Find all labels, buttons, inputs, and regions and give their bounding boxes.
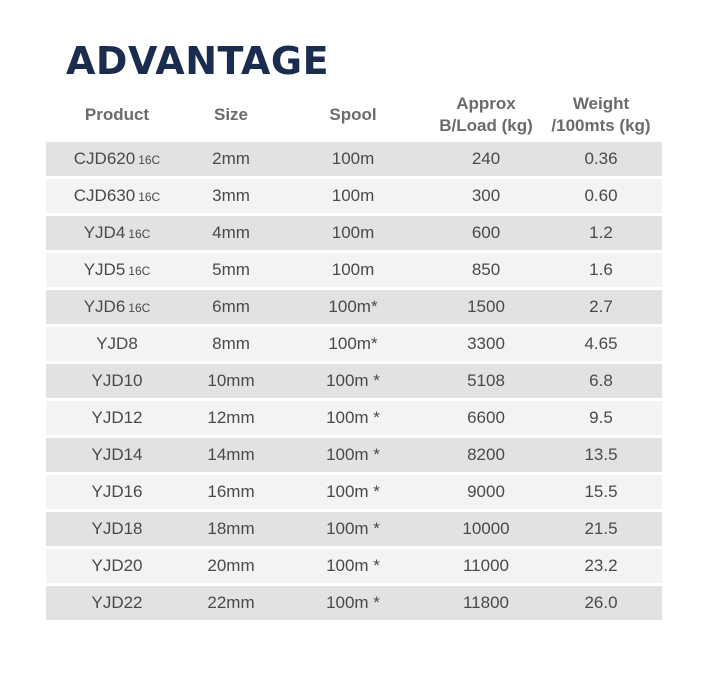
header-spool: Spool [329,105,377,124]
product-code: YJD10 [91,371,143,390]
table-row [46,586,662,620]
cell-size: 8mm [212,334,250,353]
cell-product [46,223,188,243]
cell-size: 14mm [207,445,255,464]
cell-spool: 100m [331,223,375,242]
cell-breaking-load: 8200 [467,445,505,464]
header-breaking-load-line1: Approx [456,94,516,113]
cell-size: 2mm [212,149,250,168]
cell-weight: 15.5 [584,482,618,501]
product-suffix: 16C [138,190,161,204]
product-suffix: 16C [138,153,161,167]
product-code: YJD22 [91,593,143,612]
cell-weight: 1.2 [589,223,613,242]
cell-spool: 100m * [326,371,380,390]
cell-breaking-load: 9000 [467,482,505,501]
product-code: YJD8 [96,334,138,353]
cell-breaking-load: 850 [471,260,501,279]
cell-spool: 100m [331,186,375,205]
cell-product [46,593,188,613]
header-weight-line2: /100mts (kg) [551,116,651,135]
cell-size: 5mm [212,260,250,279]
cell-size: 12mm [207,408,255,427]
table-body [46,142,662,620]
table-row [46,438,662,472]
cell-breaking-load: 10000 [462,519,510,538]
cell-product [46,445,188,465]
product-code: CJD630 [73,186,136,205]
cell-product [46,260,188,280]
page-title: ADVANTAGE [66,39,330,83]
table-header [46,88,662,142]
table-row [46,401,662,435]
cell-spool: 100m * [326,519,380,538]
product-code: YJD14 [91,445,143,464]
cell-breaking-load: 11000 [462,556,509,575]
cell-product [46,334,188,354]
cell-size: 22mm [207,593,255,612]
cell-product [46,556,188,576]
product-code: YJD18 [91,519,143,538]
cell-breaking-load: 1500 [467,297,505,316]
cell-product [46,408,188,428]
cell-weight: 9.5 [589,408,613,427]
cell-weight: 2.7 [589,297,613,316]
cell-product [46,149,188,169]
cell-spool: 100m * [326,408,380,427]
cell-product [46,482,188,502]
product-code: YJD6 [83,297,126,316]
product-code: YJD4 [83,223,126,242]
cell-breaking-load: 240 [471,149,501,168]
cell-spool: 100m * [326,482,380,501]
cell-spool: 100m* [328,297,378,316]
cell-size: 20mm [207,556,255,575]
cell-product [46,297,188,317]
product-code: YJD16 [91,482,143,501]
cell-spool: 100m * [326,445,380,464]
table-row [46,327,662,361]
header-breaking-load-line2: B/Load (kg) [439,116,533,135]
product-suffix: 16C [128,227,151,241]
cell-size: 3mm [212,186,250,205]
table-row [46,216,662,250]
cell-spool: 100m * [326,593,380,612]
table-row [46,253,662,287]
cell-weight: 23.2 [584,556,618,575]
table-row [46,549,662,583]
cell-breaking-load: 300 [471,186,501,205]
cell-size: 6mm [212,297,250,316]
cell-weight: 21.5 [584,519,618,538]
cell-weight: 4.65 [584,334,618,353]
cell-weight: 13.5 [584,445,618,464]
cell-breaking-load: 3300 [467,334,505,353]
cell-spool: 100m* [328,334,378,353]
product-code: CJD620 [73,149,136,168]
cell-weight: 26.0 [584,593,618,612]
cell-breaking-load: 5108 [467,371,505,390]
cell-size: 18mm [207,519,255,538]
cell-breaking-load: 6600 [467,408,505,427]
table-row [46,142,662,176]
cell-spool: 100m * [326,556,380,575]
product-suffix: 16C [128,264,151,278]
product-suffix: 16C [128,301,151,315]
cell-product [46,519,188,539]
cell-breaking-load: 600 [471,223,501,242]
cell-weight: 0.60 [584,186,618,205]
cell-spool: 100m [331,149,375,168]
cell-size: 4mm [212,223,250,242]
header-weight-line1: Weight [572,94,630,113]
product-code: YJD12 [91,408,143,427]
table-row [46,290,662,324]
table-row [46,179,662,213]
cell-spool: 100m [331,260,375,279]
product-code: YJD5 [83,260,126,279]
cell-size: 16mm [207,482,255,501]
header-size: Size [213,105,249,124]
table-row [46,475,662,509]
product-code: YJD20 [91,556,143,575]
cell-weight: 6.8 [589,371,613,390]
cell-weight: 1.6 [589,260,613,279]
table-row [46,512,662,546]
header-weight [540,93,662,137]
header-product: Product [84,105,150,124]
cell-size: 10mm [207,371,255,390]
cell-breaking-load: 11800 [462,593,509,612]
cell-product [46,186,188,206]
header-breaking-load [432,93,540,137]
table-row [46,364,662,398]
cell-weight: 0.36 [584,149,618,168]
cell-product [46,371,188,391]
spec-table [46,88,662,623]
